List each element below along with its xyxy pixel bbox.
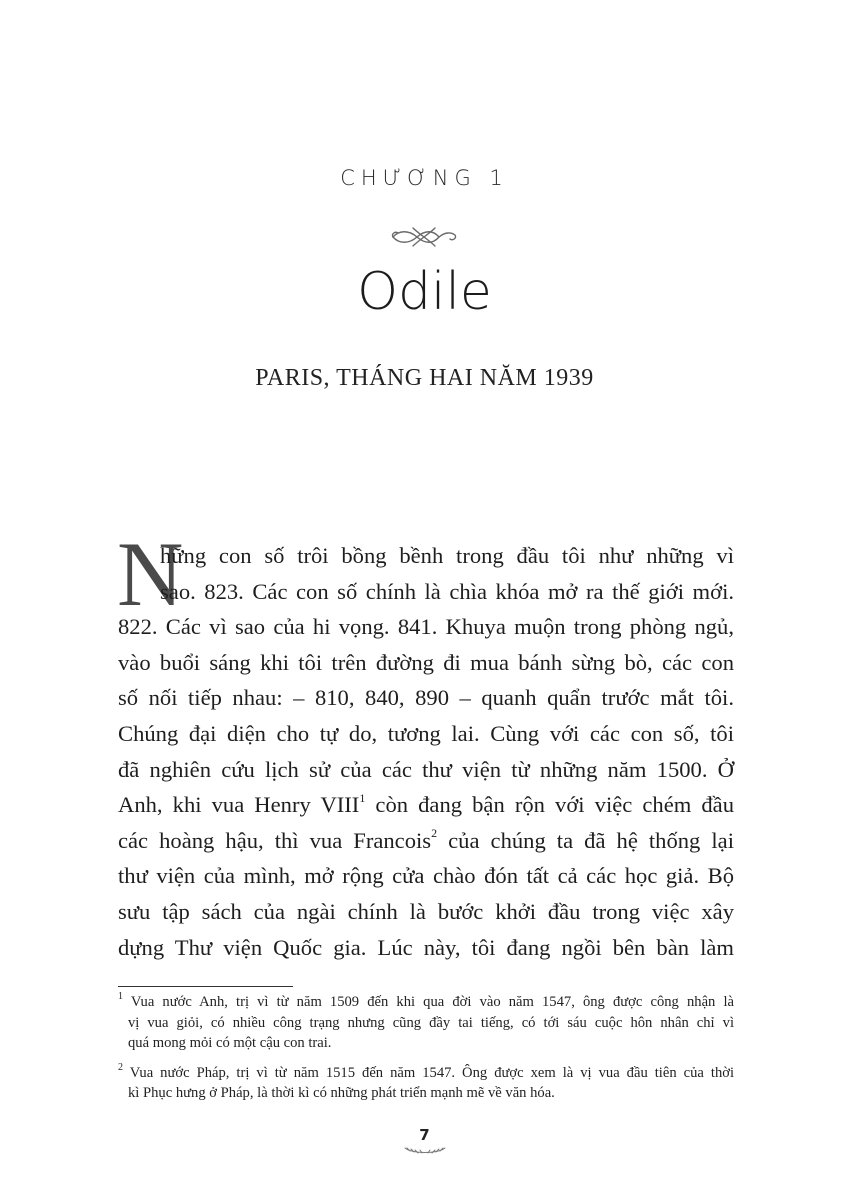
drop-cap: N <box>117 523 184 625</box>
footnote-line <box>118 1063 734 1084</box>
body-line-segment: các hoàng hậu, thì vua Francois <box>118 827 432 853</box>
body-text <box>118 538 734 965</box>
footnote-line: quá mong mỏi có một cậu con trai. <box>128 1035 332 1052</box>
page-number: 7 <box>419 1126 430 1144</box>
footnote-mark: 2 <box>431 826 438 841</box>
laurel-ornament-icon <box>402 1144 448 1156</box>
body-line: số nối tiếp nhau: – 810, 840, 890 – quanh quẩn trước mắt tôi. <box>118 685 734 711</box>
body-line <box>118 823 734 859</box>
body-line-segment: còn đang bận rộn với việc chém đầu <box>365 792 735 818</box>
body-line: 822. Các vì sao của hi vọng. 841. Khuya muộn trong phòng ngủ, <box>118 614 734 640</box>
footnote-text: Vua nước Pháp, trị vì từ năm 1515 đến năm 1547. Ông được xem là vị vua đầu tiên của thời <box>129 1064 735 1081</box>
footnote-text: Vua nước Anh, trị vì từ năm 1509 đến khi qua đời vào năm 1547, ông được công nhận là <box>130 994 734 1010</box>
footnotes <box>118 992 734 1113</box>
chapter-label: CHƯƠNG 1 <box>340 166 509 190</box>
footnote-mark: 1 <box>359 790 366 805</box>
chapter-subtitle: PARIS, THÁNG HAI NĂM 1939 <box>255 365 594 391</box>
footnote-line: vị vua giỏi, có nhiều công trạng nhưng cũng đầy tai tiếng, có tới sáu cuộc hôn nhân chỉ vì <box>128 1014 734 1031</box>
body-line: dựng Thư viện Quốc gia. Lúc này, tôi đang ngồi bên bàn làm <box>118 934 734 960</box>
body-line-segment: Anh, khi vua Henry VIII <box>118 792 360 818</box>
footnote-number: 2 <box>118 1061 123 1073</box>
body-line-segment: của chúng ta đã hệ thống lại <box>437 827 734 853</box>
footnote-line: kì Phục hưng ở Pháp, là thời kì có những phát triển mạnh mẽ về văn hóa. <box>128 1085 555 1102</box>
footnote-2 <box>118 1063 734 1104</box>
body-line: thư viện của mình, mở rộng cửa chào đón tất cả các học giả. Bộ <box>118 863 734 889</box>
flourish-ornament-icon <box>389 222 459 252</box>
body-line: Chúng đại diện cho tự do, tương lai. Cùng với các con số, tôi <box>118 720 734 746</box>
body-line: đã nghiên cứu lịch sử của các thư viện từ những năm 1500. Ở <box>118 756 734 782</box>
footnote-line <box>118 992 734 1013</box>
body-line: sưu tập sách của ngài chính là bước khởi đầu trong việc xây <box>118 898 734 924</box>
footnote-divider <box>118 986 293 987</box>
chapter-title: Odile <box>357 262 492 322</box>
footnote-number: 1 <box>118 991 123 1003</box>
footnote-1 <box>118 992 734 1054</box>
body-line <box>118 787 734 823</box>
body-line: vào buổi sáng khi tôi trên đường đi mua bánh sừng bò, các con <box>118 649 734 675</box>
body-line: sao. 823. Các con số chính là chìa khóa mở ra thế giới mới. <box>160 578 734 604</box>
body-line: hững con số trôi bồng bềnh trong đầu tôi như những vì <box>160 543 734 568</box>
